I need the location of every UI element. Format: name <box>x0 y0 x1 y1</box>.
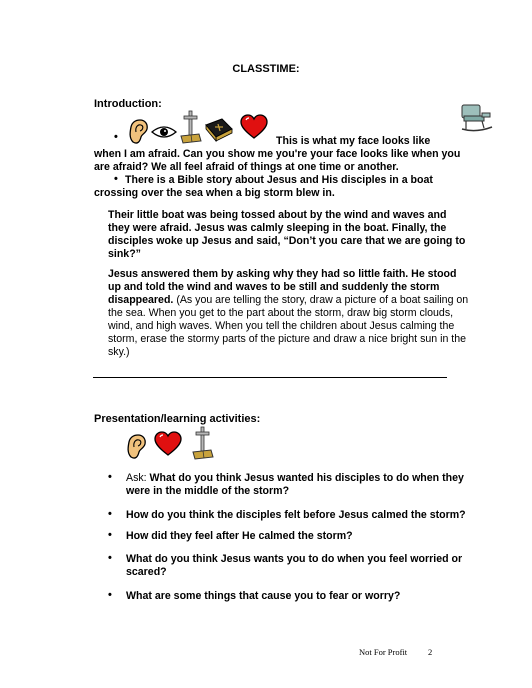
footer-label: Not For Profit <box>359 647 408 657</box>
question-1-text: What do you think Jesus wanted his disciples to do when they were in the middle of the storm? <box>126 472 464 497</box>
ear-icon <box>125 433 147 461</box>
question-4: What do you think Jesus wants you to do when you feel worried or scared? <box>126 553 463 578</box>
story-paragraph-2 <box>108 268 472 359</box>
bullet-dot: • <box>108 552 112 564</box>
intro-line1-rest: when I am afraid. Can you show me you're your face looks like when you are afraid? We all feel afraid of things at one time or another. <box>94 148 461 173</box>
bullet-dot: • <box>114 173 118 185</box>
bullet-dot: • <box>108 589 112 601</box>
introduction-heading: Introduction: <box>94 98 162 110</box>
cross-bible-icon <box>179 110 203 144</box>
presentation-heading: Presentation/learning activities: <box>94 413 261 425</box>
intro-bullet2: There is a Bible story about Jesus and His disciples in a boat crossing over the sea when a big storm blew in. <box>94 174 433 199</box>
ear-icon <box>127 118 149 146</box>
intro-line1-tail: This is what my face looks like <box>276 135 431 147</box>
bullet-dot: • <box>108 508 112 520</box>
question-3: How did they feel after He calmed the storm? <box>126 530 353 542</box>
question-1 <box>126 472 471 498</box>
eye-icon <box>150 124 178 140</box>
bible-icon <box>204 115 234 145</box>
bullet-dot: • <box>108 471 112 483</box>
heart-icon <box>240 114 268 140</box>
bullet-dot: • <box>114 131 118 143</box>
bullet-dot: • <box>108 529 112 541</box>
question-2: How do you think the disciples felt before Jesus calmed the storm? <box>126 509 466 521</box>
cross-bible-icon <box>191 426 215 460</box>
rocking-chair-icon <box>460 103 494 133</box>
section-divider <box>93 377 447 378</box>
heart-icon <box>154 431 182 457</box>
page-title: CLASSTIME: <box>232 63 300 75</box>
page-number: 2 <box>428 647 433 657</box>
story-paragraph-2-bold: Jesus answered them by asking why they had so little faith. He stood up and told the wind and waves to be still and suddenly the storm disappeared. <box>108 268 457 306</box>
question-1-prefix: Ask: <box>126 472 150 484</box>
question-5: What are some things that cause you to fear or worry? <box>126 590 401 602</box>
story-paragraph-2-instructions: (As you are telling the story, draw a picture of a boat sailing on the sea. When you get to the part about the storm, draw big storm clouds, wind, and high waves. When you tell the children about Jesus calming the storm, erase the stormy parts of the picture and draw a nice bright sun in the sky.) <box>108 294 469 358</box>
story-paragraph-1: Their little boat was being tossed about by the wind and waves and they were afraid. Jesus was calmly sleeping in the boat. Finally, the disciples woke up Jesus and said, “Don’t you care that we are going to sink?” <box>108 209 466 260</box>
